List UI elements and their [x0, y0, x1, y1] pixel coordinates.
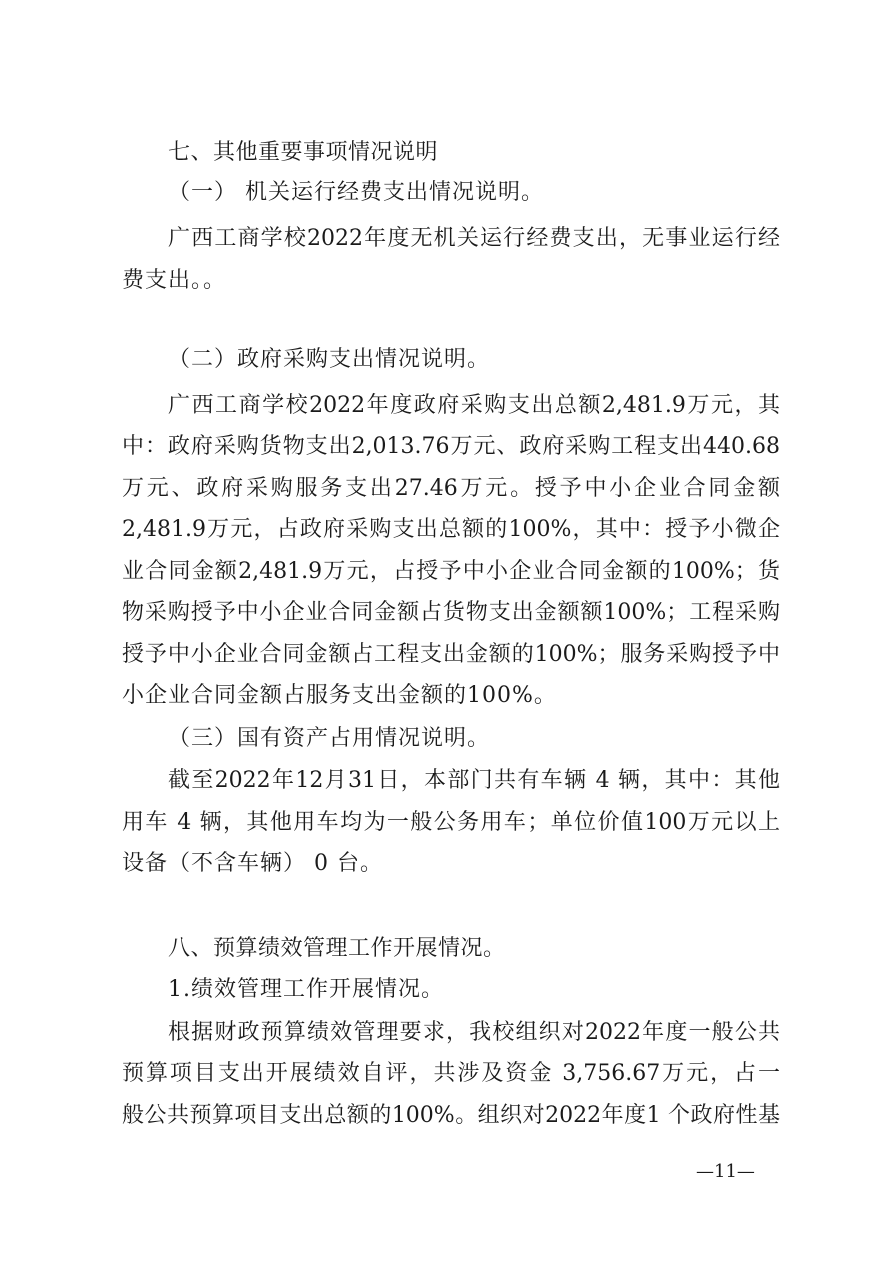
- paragraph-line: 般公共预算项目支出总额的100%。组织对2022年度1 个政府性基: [122, 1103, 780, 1128]
- paragraph-line: 广西工商学校2022年度无机关运行经费支出，无事业运行经: [168, 226, 780, 251]
- subsection-title: （二）政府采购支出情况说明。: [168, 347, 491, 372]
- page-number: —11—: [696, 1161, 755, 1182]
- paragraph-line: 万元、政府采购服务支出27.46万元。授予中小企业合同金额: [122, 476, 780, 501]
- paragraph-line: 中：政府采购货物支出2,013.76万元、政府采购工程支出440.68: [122, 434, 780, 459]
- paragraph-line: 费支出。。: [122, 268, 227, 293]
- subsection-title: （三）国有资产占用情况说明。: [168, 726, 491, 751]
- paragraph-line: 预算项目支出开展绩效自评，共涉及资金 3,756.67万元，占一: [122, 1061, 780, 1086]
- paragraph-line: 业合同金额2,481.9万元，占授予中小企业合同金额的100%；货: [122, 559, 780, 584]
- paragraph-line: 小企业合同金额占服务支出金额的100%。: [122, 683, 557, 708]
- subsection-title: 1.绩效管理工作开展情况。: [168, 977, 444, 1002]
- paragraph-line: 设备（不含车辆） 0 台。: [122, 851, 383, 876]
- paragraph-line: 截至2022年12月31日，本部门共有车辆 4 辆，其中：其他: [168, 768, 780, 793]
- paragraph-line: 用车 4 辆，其他用车均为一般公务用车；单位价值100万元以上: [122, 810, 780, 835]
- paragraph-line: 物采购授予中小企业合同金额占货物支出金额额100%；工程采购: [122, 600, 780, 625]
- paragraph-line: 广西工商学校2022年度政府采购支出总额2,481.9万元，其: [168, 393, 780, 418]
- section-heading: 七、其他重要事项情况说明: [168, 140, 439, 165]
- section-heading: 八、预算绩效管理工作开展情况。: [168, 936, 506, 961]
- paragraph-line: 授予中小企业合同金额占工程支出金额的100%；服务采购授予中: [122, 642, 780, 667]
- paragraph-line: 根据财政预算绩效管理要求，我校组织对2022年度一般公共: [168, 1020, 780, 1045]
- subsection-title: （一） 机关运行经费支出情况说明。: [168, 180, 544, 205]
- paragraph-line: 2,481.9万元，占政府采购支出总额的100%，其中：授予小微企: [122, 517, 780, 542]
